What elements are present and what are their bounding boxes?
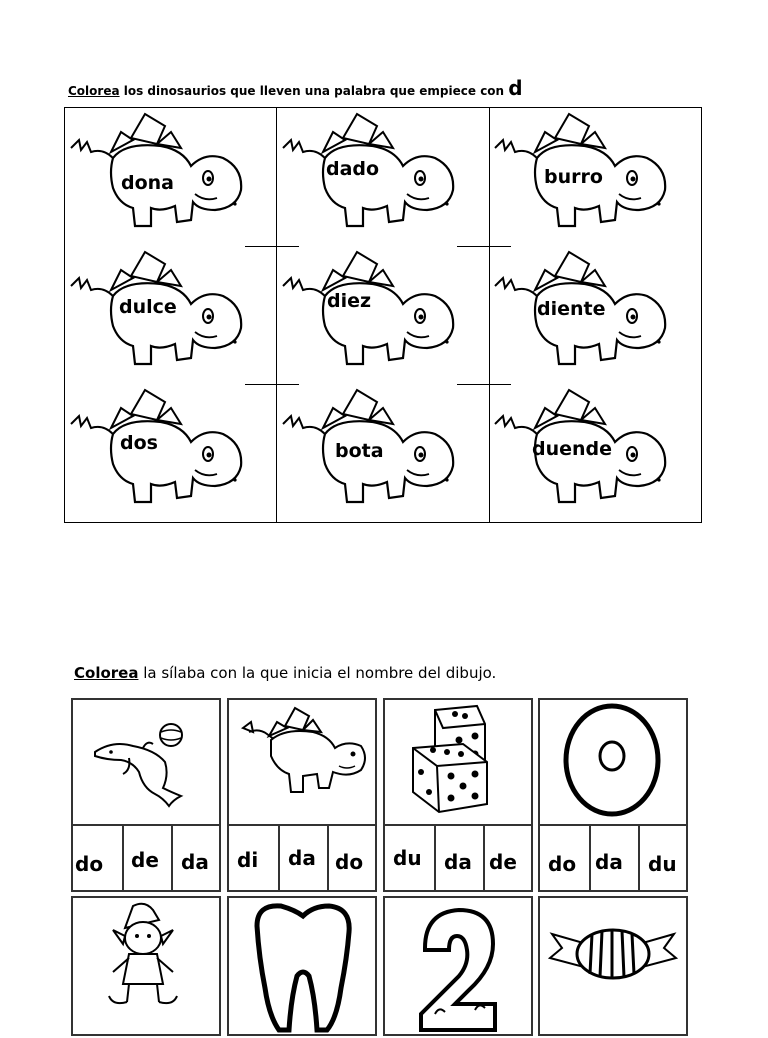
- elf-picture: [73, 898, 219, 1034]
- syllable-text: da: [288, 846, 316, 870]
- dinosaur-cell[interactable]: [65, 384, 277, 522]
- dinosaur-cell[interactable]: [65, 246, 277, 384]
- syllable-box[interactable]: [540, 826, 588, 892]
- syllable-text: di: [237, 848, 259, 872]
- dinosaur-cell[interactable]: [489, 246, 701, 384]
- syllable-text: du: [648, 852, 677, 876]
- dinosaur-word: dona: [121, 172, 175, 194]
- instruction-2-underlined: Colorea: [74, 664, 139, 682]
- dinosaur-word: dulce: [119, 296, 177, 318]
- candy-picture: [540, 898, 686, 1034]
- dinosaur-word: duende: [532, 438, 613, 460]
- card-dolphin: [71, 698, 221, 892]
- syllable-box[interactable]: [385, 826, 433, 892]
- syllable-box[interactable]: [229, 826, 277, 892]
- instruction-1: [68, 76, 523, 100]
- syllable-text: da: [181, 850, 209, 874]
- dinosaur-cell[interactable]: [489, 384, 701, 522]
- dinosaur-word: diente: [537, 298, 606, 320]
- card-elf: [71, 896, 221, 1036]
- instruction-1-underlined: Colorea: [68, 84, 120, 98]
- card-dinosaur: [227, 698, 377, 892]
- syllable-text: de: [489, 850, 517, 874]
- dinosaur-word: burro: [544, 166, 603, 188]
- dice-picture: [385, 700, 531, 822]
- syllable-box[interactable]: [434, 826, 482, 892]
- card-dice: [383, 698, 533, 892]
- card-donut: [538, 698, 688, 892]
- dinosaur-cell[interactable]: [277, 384, 489, 522]
- dinosaur-word: diez: [327, 290, 372, 312]
- syllable-box[interactable]: [171, 826, 219, 892]
- instruction-2-text: la sílaba con la que inicia el nombre del dibujo.: [138, 664, 497, 682]
- syllable-box[interactable]: [122, 826, 170, 892]
- syllable-box[interactable]: [278, 826, 326, 892]
- syllable-text: da: [595, 850, 623, 874]
- instruction-2: [74, 664, 496, 682]
- syllable-row: [540, 824, 686, 892]
- dinosaur-cell[interactable]: [489, 108, 701, 246]
- syllable-text: de: [131, 848, 159, 872]
- syllable-text: do: [335, 850, 364, 874]
- syllable-text: du: [393, 846, 422, 870]
- tooth-picture: [229, 898, 375, 1034]
- dinosaur-cell[interactable]: [65, 108, 277, 246]
- instruction-1-text: los dinosaurios que lleven una palabra que empiece con: [119, 84, 509, 98]
- donut-picture: [540, 700, 686, 822]
- card-tooth: [227, 896, 377, 1036]
- syllable-text: da: [444, 850, 472, 874]
- syllable-box[interactable]: [589, 826, 637, 892]
- syllable-row: [73, 824, 219, 892]
- dinosaur-picture: [229, 700, 375, 822]
- dolphin-picture: [73, 700, 219, 822]
- dinosaur-icon: [65, 384, 265, 520]
- syllable-row: [229, 824, 375, 892]
- syllable-text: do: [75, 852, 104, 876]
- card-candy: [538, 896, 688, 1036]
- instruction-1-letter: d: [508, 76, 523, 100]
- dinosaur-word: dos: [120, 432, 158, 454]
- dinosaur-icon: [277, 246, 477, 382]
- number-two-picture: [385, 898, 531, 1034]
- card-two: [383, 896, 533, 1036]
- syllable-box[interactable]: [638, 826, 686, 892]
- syllable-box[interactable]: [483, 826, 531, 892]
- syllable-box[interactable]: [73, 826, 121, 892]
- syllable-row: [385, 824, 531, 892]
- dinosaur-word: bota: [335, 440, 384, 462]
- syllable-text: do: [548, 852, 577, 876]
- dinosaur-cell[interactable]: [277, 246, 489, 384]
- dinosaur-cell[interactable]: [277, 108, 489, 246]
- dinosaur-word: dado: [326, 158, 380, 180]
- syllable-box[interactable]: [327, 826, 375, 892]
